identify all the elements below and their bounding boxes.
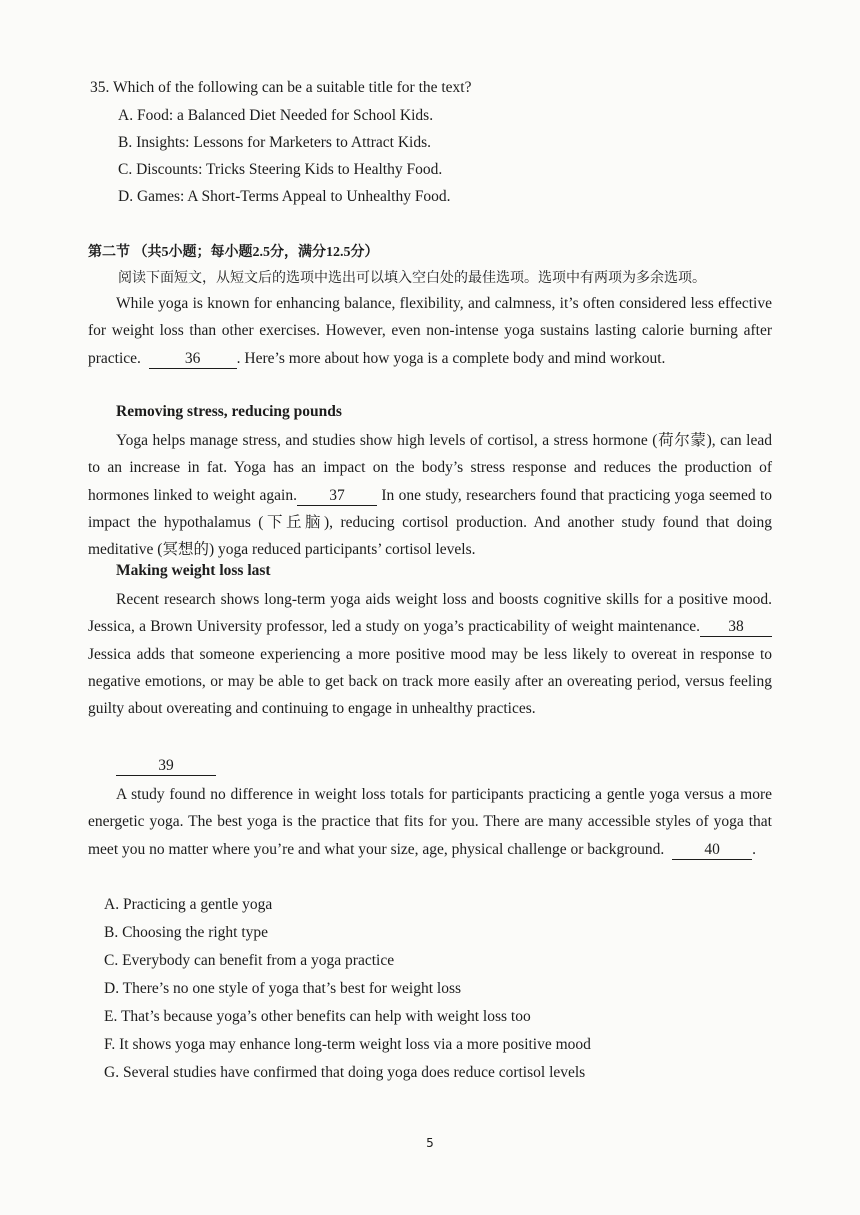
paragraph-text: . Here’s more about how yoga is a complete body and mind workout.: [236, 349, 666, 367]
section-instruction: 阅读下面短文，从短文后的选项中选出可以填入空白处的最佳选项。选项中有两项为多余选项。: [118, 271, 706, 286]
question-35-option-b: B. Insights: Lessons for Marketers to Attract Kids.: [118, 134, 431, 151]
paragraph-text: Jessica adds that someone experiencing a more positive mood may be less likely to overeat in response to negative emotions, or may be able to get back on track more easily after an overeating period, versus feeling guilty about overeating and continuing to engage in unhealthy practices.: [88, 645, 772, 718]
answer-option-a: A. Practicing a gentle yoga: [104, 896, 273, 913]
blank-37: 37: [297, 487, 377, 506]
section-heading-stress: Removing stress, reducing pounds: [116, 403, 342, 420]
section-title: 第二节 （共5小题；每小题2.5分，满分12.5分）: [88, 245, 379, 260]
passage-paragraph-1: [88, 290, 772, 372]
question-35-option-c: C. Discounts: Tricks Steering Kids to Healthy Food.: [118, 161, 443, 178]
answer-option-d: D. There’s no one style of yoga that’s best for weight loss: [104, 980, 462, 997]
blank-36: 36: [149, 350, 237, 369]
paragraph-text: Recent research shows long-term yoga aids weight loss and boosts cognitive skills for a positive mood. Jessica, a Brown University professor, led a study on yoga’s practicability of weight maintenance.: [88, 591, 772, 636]
passage-paragraph-4: [88, 781, 772, 863]
paragraph-text: In one study, researchers found that practicing yoga seemed to impact the hypothalamus (下丘脑), reducing cortisol production. And another study found that doing meditative (冥想的) yoga reduced participants’ cortisol levels.: [88, 486, 773, 559]
blank-40: 40: [672, 841, 752, 860]
passage-paragraph-3: [88, 586, 772, 722]
question-35-option-d: D. Games: A Short-Terms Appeal to Unhealthy Food.: [118, 188, 451, 205]
answer-option-c: C. Everybody can benefit from a yoga practice: [104, 952, 395, 969]
paragraph-text: Yoga helps manage stress, and studies show high levels of cortisol, a stress hormone (荷尔蒙), can lead to an increase in fat. Yoga has an impact on the body’s stress response and reduces the production of hormones linked to weight again.: [88, 432, 772, 504]
answer-option-b: B. Choosing the right type: [104, 924, 269, 941]
answer-option-g: G. Several studies have confirmed that doing yoga does reduce cortisol levels: [104, 1064, 586, 1081]
passage-blank-39-line: [88, 752, 772, 779]
paragraph-text: A study found no difference in weight loss totals for participants practicing a gentle yoga versus a more energetic yoga. The best yoga is the practice that fits for you. There are many accessible styles of yoga that meet you no matter where you’re and what your size, age, physical challenge or background.: [88, 786, 772, 858]
question-35-stem: 35. Which of the following can be a suitable title for the text?: [90, 79, 472, 96]
section-heading-weight-loss: Making weight loss last: [116, 562, 271, 579]
paragraph-text: While yoga is known for enhancing balance, flexibility, and calmness, it’s often considered less effective for weight loss than other exercises. However, even non-intense yoga sustains lasting calorie burning after practice.: [88, 295, 772, 367]
question-35-option-a: A. Food: a Balanced Diet Needed for School Kids.: [118, 107, 434, 124]
answer-option-f: F. It shows yoga may enhance long-term weight loss via a more positive mood: [104, 1036, 591, 1053]
paragraph-text: .: [752, 840, 756, 858]
blank-38: 38: [700, 618, 772, 637]
passage-paragraph-2: [88, 427, 772, 563]
answer-option-e: E. That’s because yoga’s other benefits can help with weight loss too: [104, 1008, 531, 1025]
blank-39: 39: [116, 757, 216, 776]
page-number: 5: [426, 1136, 434, 1150]
